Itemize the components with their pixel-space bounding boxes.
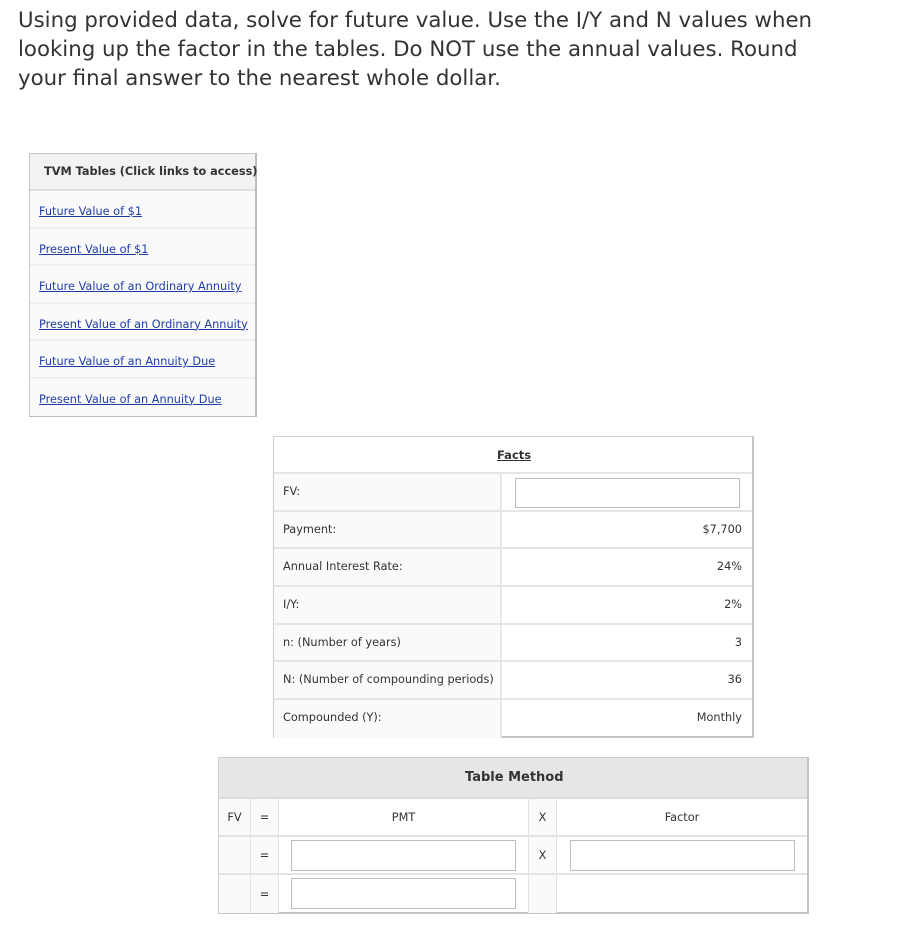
facts-row-iy xyxy=(274,587,752,625)
method-equals-sign: = xyxy=(251,875,279,913)
method-fv-label: FV xyxy=(219,799,251,835)
facts-row-periods xyxy=(274,662,752,700)
facts-title: Facts xyxy=(497,448,532,462)
facts-fv-cell xyxy=(502,474,752,510)
tvm-tables-panel xyxy=(29,153,257,417)
facts-value-periods: 36 xyxy=(727,673,742,687)
method-empty-cell xyxy=(557,875,807,913)
method-equals-sign: = xyxy=(251,799,279,835)
facts-label-periods: N: (Number of compounding periods) xyxy=(274,662,502,698)
method-factor-label: Factor xyxy=(664,810,700,824)
facts-label-annual-rate: Annual Interest Rate: xyxy=(274,549,502,585)
method-pmt-cell xyxy=(279,837,529,873)
tvm-tables-header: TVM Tables (Click links to access) xyxy=(30,154,255,191)
method-empty-cell xyxy=(219,837,251,873)
facts-row-years xyxy=(274,625,752,663)
method-times-sign: X xyxy=(529,837,557,873)
fv-answer-input[interactable] xyxy=(515,478,740,508)
facts-row-compounded xyxy=(274,700,752,738)
table-method-header xyxy=(219,758,807,799)
facts-row-annual-rate xyxy=(274,549,752,587)
method-row-labels xyxy=(219,799,807,837)
facts-label-payment: Payment: xyxy=(274,512,502,548)
method-empty-cell xyxy=(219,875,251,913)
facts-label-iy: I/Y: xyxy=(274,587,502,623)
facts-value-payment: $7,700 xyxy=(702,522,742,536)
tvm-row-fv-ordinary-annuity xyxy=(30,266,255,304)
link-present-value-of-1[interactable]: Present Value of $1 xyxy=(39,242,149,256)
facts-label-years: n: (Number of years) xyxy=(274,625,502,661)
link-future-value-ordinary-annuity[interactable]: Future Value of an Ordinary Annuity xyxy=(39,280,242,293)
facts-label-fv: FV: xyxy=(274,474,502,510)
question-text: Using provided data, solve for future value. Use the I/Y and N values when looking up the factor in the tables. Do NOT use the annual values. Round your final answer to the nearest whole dollar. xyxy=(18,8,813,91)
facts-label-compounded: Compounded (Y): xyxy=(274,700,502,738)
method-result-cell xyxy=(279,875,529,913)
method-factor-cell xyxy=(557,837,807,873)
facts-table xyxy=(273,436,754,738)
facts-value-years: 3 xyxy=(734,635,742,649)
pmt-input[interactable] xyxy=(291,840,516,871)
method-equals-sign: = xyxy=(251,837,279,873)
link-present-value-ordinary-annuity[interactable]: Present Value of an Ordinary Annuity xyxy=(39,317,248,331)
tvm-row-pv-annuity-due xyxy=(30,379,255,417)
facts-header xyxy=(274,437,752,474)
method-row-inputs xyxy=(219,837,807,875)
tvm-row-pv-single xyxy=(30,229,255,267)
tvm-row-fv-single xyxy=(30,191,255,229)
facts-row-payment xyxy=(274,512,752,550)
tvm-row-fv-annuity-due xyxy=(30,341,255,379)
tvm-row-pv-ordinary-annuity xyxy=(30,304,255,342)
facts-row-fv xyxy=(274,474,752,512)
facts-value-annual-rate: 24% xyxy=(716,560,742,574)
method-empty-cell xyxy=(529,875,557,913)
table-method-panel xyxy=(218,757,809,914)
fv-result-input[interactable] xyxy=(291,878,516,909)
facts-value-compounded: Monthly xyxy=(696,711,742,725)
method-times-sign: X xyxy=(529,799,557,835)
facts-value-iy: 2% xyxy=(724,598,742,612)
link-present-value-annuity-due[interactable]: Present Value of an Annuity Due xyxy=(39,392,222,406)
method-pmt-label: PMT xyxy=(279,799,529,835)
factor-input[interactable] xyxy=(570,840,795,871)
link-future-value-of-1[interactable]: Future Value of $1 xyxy=(39,205,143,218)
method-row-result xyxy=(219,875,807,913)
link-future-value-annuity-due[interactable]: Future Value of an Annuity Due xyxy=(39,355,216,368)
table-method-title: Table Method xyxy=(465,770,564,785)
